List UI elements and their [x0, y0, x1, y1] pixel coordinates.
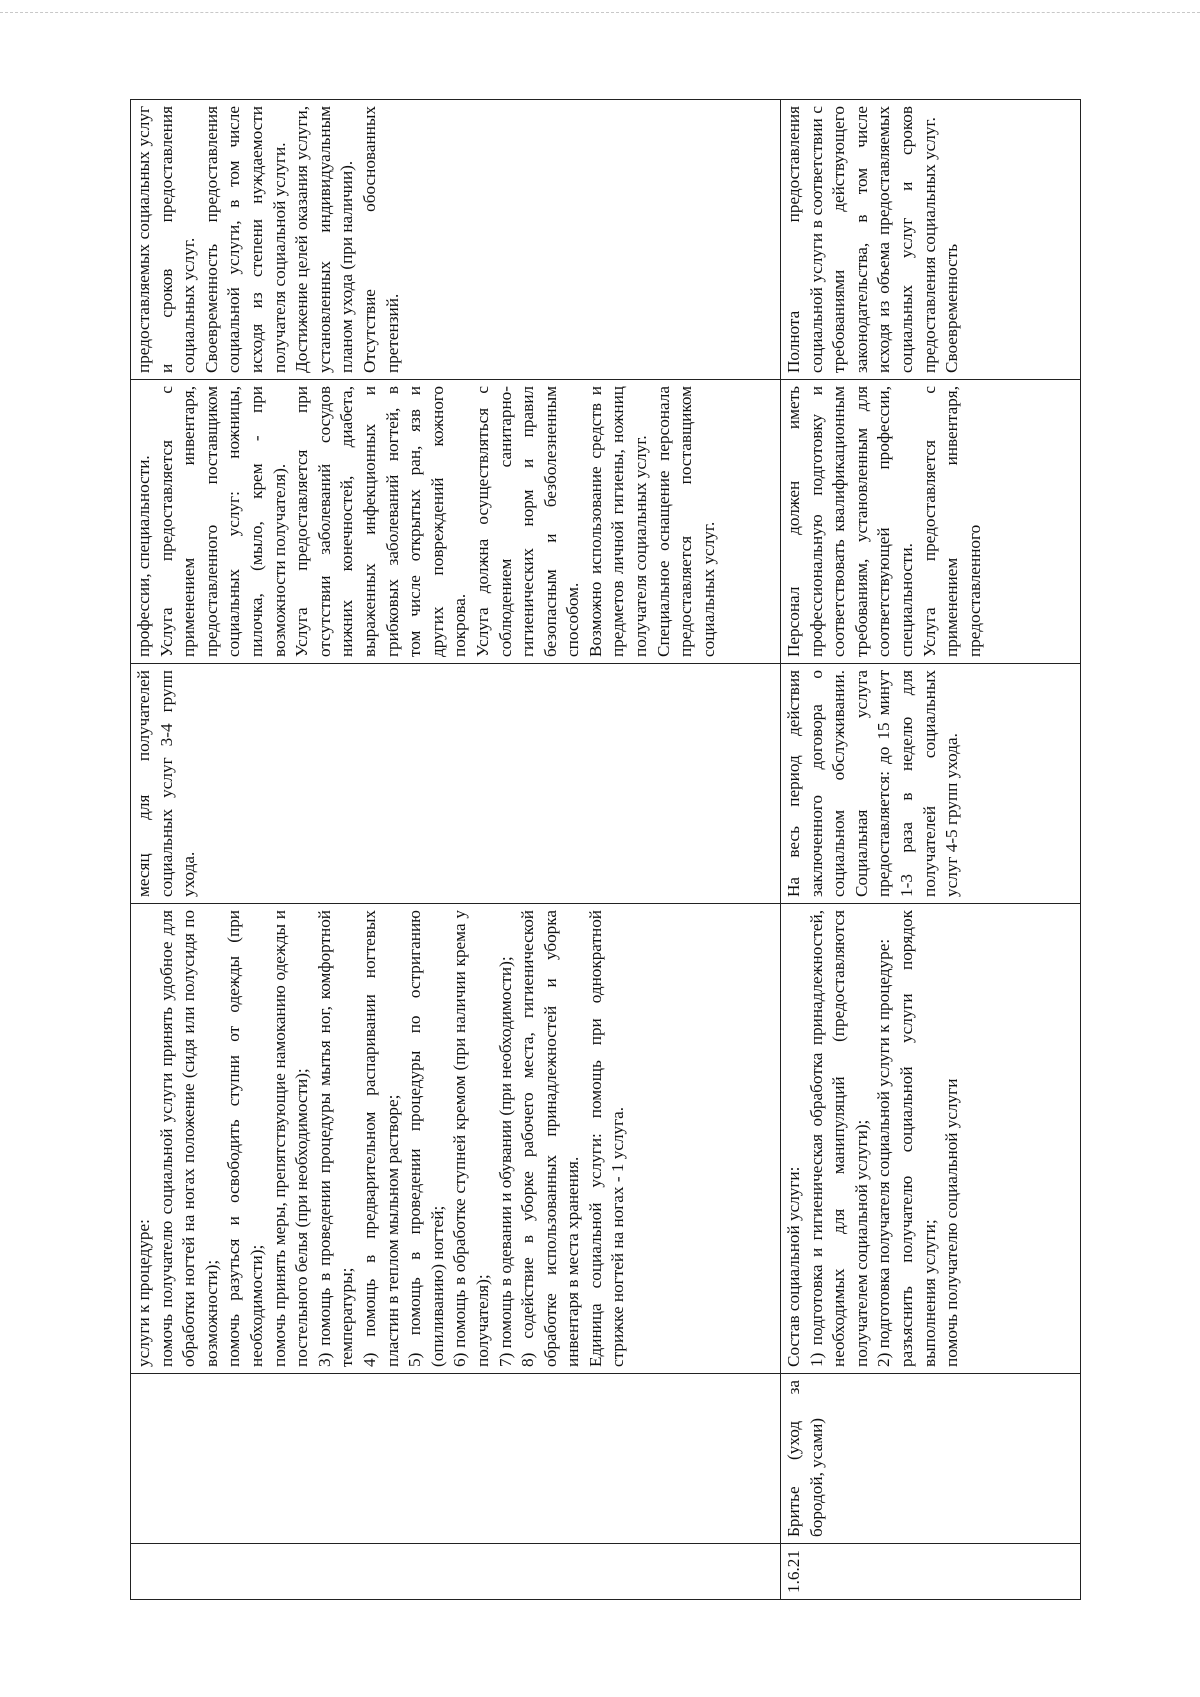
content-line: 8) содействие в уборке рабочего места, гигиенической обработке использованных принадлежностей и уборка инвентаря в места хранения.	[518, 910, 583, 1367]
content-line: Состав социальной услуги:	[784, 1166, 803, 1367]
table-row	[781, 100, 1081, 1600]
services-table	[130, 99, 1081, 1600]
content-line: разъяснить получателю социальной услуги порядок выполнения услуги;	[896, 910, 939, 1367]
content-line: 5) помощь в проведении процедуры по остриганию (опиливанию) ногтей;	[405, 910, 447, 1367]
quality-line: Отсутствие обоснованных претензий.	[359, 106, 402, 373]
quality-line: Достижение целей оказания услуги, установленных индивидуальным планом ухода (при наличии).	[292, 106, 357, 373]
content-line: 4) помощь в предварительном распаривании ногтевых пластин в теплом мыльном растворе;	[359, 910, 402, 1367]
cell-service-content	[131, 904, 781, 1374]
content-line: 6) помощь в обработке ступней кремом (при наличии крема у получателя);	[450, 910, 492, 1367]
table-row	[131, 100, 781, 1600]
cell-quality	[131, 100, 781, 380]
cell-conditions	[781, 380, 1081, 664]
conditions-line: Услуга предоставляется с применением инвентаря, предоставленного	[919, 386, 984, 657]
quality-line: предоставляемых социальных услуг и сроков предоставления социальных услуг.	[134, 106, 199, 373]
cell-number	[131, 1544, 781, 1600]
conditions-line: Персонал должен иметь профессиональную подготовку и соответствовать квалификационным требованиям, установленным для соответствующей профессии, специальности.	[784, 386, 916, 657]
cell-term: На весь период действия заключенного договора о социальном обслуживании. Социальная услуга предоставляется: до 15 минут 1-3 раза в неделю для получателей социальных услуг 4-5 групп ухода.	[781, 664, 1081, 904]
quality-line: Своевременность предоставления социальной услуги, в том числе исходя из степени нуждаемости получателя социальной услуги.	[201, 106, 289, 373]
conditions-line: Услуга должна осуществляться с соблюдением санитарно-гигиенических норм и правил безопасным и безболезненным способом.	[472, 386, 583, 657]
content-line: 7) помощь в одевании и обувании (при необходимости);	[495, 956, 515, 1367]
scan-edge-line	[0, 12, 1200, 13]
cell-conditions	[131, 380, 781, 664]
cell-quality	[781, 100, 1081, 380]
content-line: помочь разуться и освободить ступни от одежды (при необходимости);	[224, 910, 266, 1367]
cell-service-name	[131, 1374, 781, 1544]
content-line: помочь получателю социальной услуги принять удобное для обработки ногтей на ногах положение (сидя или полусидя по возможности);	[156, 910, 221, 1367]
conditions-line: профессии, специальности.	[134, 455, 153, 657]
quality-line: Своевременность	[942, 243, 962, 373]
conditions-line: Услуга предоставляется при отсутствии заболеваний сосудов нижних конечностей, диабета, выраженных инфекционных и грибковых заболеваний ногтей, в том числе открытых ран, язв и других повреждений кожного покрова.	[292, 386, 470, 657]
content-line: 1) подготовка и гигиеническая обработка принадлежностей, необходимых для манипуляций (предоставляются получателем социальной услуги);	[806, 910, 871, 1367]
content-line: помочь получателю социальной услуги	[942, 1078, 962, 1367]
cell-number: 1.6.21	[781, 1544, 1081, 1600]
conditions-line: Возможно использование средств и предметов личной гигиены, ножниц получателя социальных услуг.	[585, 386, 651, 657]
rotated-page	[130, 100, 1100, 1600]
content-line: 2) подготовка получателя социальной услуги к процедуре:	[874, 938, 894, 1367]
quality-line: Полнота предоставления социальной услуги в соответствии с требованиями действующего законодательства, в том числе исходя из объема предоставляемых социальных услуг и сроков предоставления социальных услуг.	[784, 106, 939, 373]
conditions-line: Услуга предоставляется с применением инвентаря, предоставленного поставщиком социальных услуг: ножницы, пилочка, (мыло, крем - при возможности получателя).	[156, 386, 289, 657]
cell-service-content	[781, 904, 1081, 1374]
content-line: 3) помощь в проведении процедуры мытья ног, комфортной температуры;	[314, 910, 357, 1367]
cell-service-name: Бритье (уход за бородой, усами)	[781, 1374, 1081, 1544]
content-line: услуги к процедуре:	[134, 1219, 153, 1367]
content-line: помочь принять меры, препятствующие намоканию одежды и постельного белья (при необходимости);	[269, 910, 312, 1367]
cell-term: месяц для получателей социальных услуг 3-4 групп ухода.	[131, 664, 781, 904]
conditions-line: Специальное оснащение персонала предоставляется поставщиком социальных услуг.	[653, 386, 718, 657]
content-line: Единица социальной услуги: помощь при однократной стрижке ногтей на ногах - 1 услуга.	[585, 910, 628, 1367]
